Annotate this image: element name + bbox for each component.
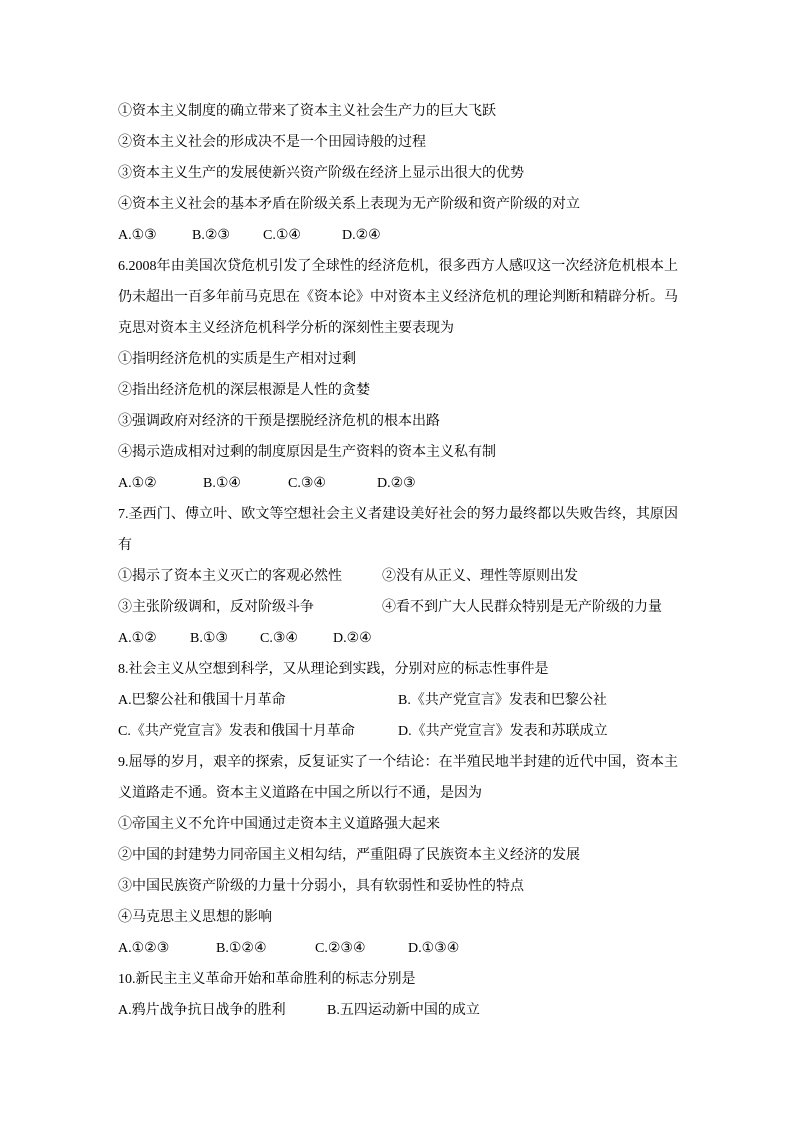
choice-option-d: D.②③: [377, 476, 416, 491]
question-stem-line: 有: [118, 538, 132, 553]
question-7: [118, 499, 678, 654]
question-6: [118, 251, 678, 499]
question-item: ②中国的封建势力同帝国主义相勾结，严重阻碍了民族资本主义经济的发展: [118, 848, 580, 863]
question-item: ①帝国主义不允许中国通过走资本主义道路强大起来: [118, 817, 440, 832]
question-stem-line: 9.屈辱的岁月，艰辛的探索，反复证实了一个结论：在半殖民地半封建的近代中国，资本主: [118, 755, 678, 770]
question-item: ③强调政府对经济的干预是摆脱经济危机的根本出路: [118, 414, 440, 429]
choice-option-d: D.②④: [342, 228, 381, 243]
question-item: ③主张阶级调和，反对阶级斗争: [118, 600, 314, 615]
question-item: ④马克思主义思想的影响: [118, 910, 272, 925]
choice-option-c: C.《共产党宣言》发表和俄国十月革命: [118, 724, 355, 739]
exam-content: [118, 96, 678, 1026]
question-item: ③资本主义生产的发展使新兴资产阶级在经济上显示出很大的优势: [118, 166, 524, 181]
question-item: ①指明经济危机的实质是生产相对过剩: [118, 352, 356, 367]
choice-option-a: A.鸦片战争抗日战争的胜利: [118, 1003, 286, 1018]
question-stem-line: 7.圣西门、傅立叶、欧文等空想社会主义者建设美好社会的努力最终都以失败告终，其原因: [118, 507, 678, 522]
choice-option-c: C.③④: [288, 476, 326, 491]
choice-option-d: D.①③④: [408, 941, 460, 956]
question-item: ①揭示了资本主义灭亡的客观必然性: [118, 569, 342, 584]
choices-row: [118, 623, 678, 654]
choices-row: [118, 995, 678, 1026]
question-item-row: [118, 561, 678, 592]
choice-option-a: A.①②: [118, 631, 157, 646]
question-item: ②资本主义社会的形成决不是一个田园诗般的过程: [118, 135, 426, 150]
question-9: [118, 747, 678, 964]
choice-option-b: B.《共产党宣言》发表和巴黎公社: [398, 693, 607, 708]
choice-option-a: A.①②③: [118, 941, 170, 956]
choice-option-b: B.②③: [192, 228, 230, 243]
choice-option-c: C.②③④: [315, 941, 366, 956]
question-item: ③中国民族资产阶级的力量十分弱小，具有软弱性和妥协性的特点: [118, 879, 524, 894]
choice-option-d: D.《共产党宣言》发表和苏联成立: [398, 724, 608, 739]
question-8: [118, 654, 678, 747]
choice-option-b: B.①③: [190, 631, 228, 646]
choices-row: [118, 716, 678, 747]
question-item: ④看不到广大人民群众特别是无产阶级的力量: [382, 600, 662, 615]
choices-row: [118, 468, 678, 499]
question-stem-line: 6.2008年由美国次贷危机引发了全球性的经济危机，很多西方人感叹这一次经济危机根本上: [118, 259, 678, 274]
question-stem-line: 8.社会主义从空想到科学，又从理论到实践，分别对应的标志性事件是: [118, 662, 549, 677]
choices-row: [118, 220, 678, 251]
choices-row: [118, 933, 678, 964]
question-item: ①资本主义制度的确立带来了资本主义社会生产力的巨大飞跃: [118, 104, 496, 119]
question-item: ④资本主义社会的基本矛盾在阶级关系上表现为无产阶级和资产阶级的对立: [118, 197, 580, 212]
question-stem-line: 仍未超出一百多年前马克思在《资本论》中对资本主义经济危机的理论判断和精辟分析。马: [118, 290, 678, 305]
question-stem-line: 克思对资本主义经济危机科学分析的深刻性主要表现为: [118, 321, 454, 336]
choices-row: [118, 685, 678, 716]
question-item: ②没有从正义、理性等原则出发: [382, 569, 578, 584]
question-stem-line: 义道路走不通。资本主义道路在中国之所以行不通，是因为: [118, 786, 482, 801]
question-stem-line: 10.新民主主义革命开始和革命胜利的标志分别是: [118, 972, 416, 987]
choice-option-b: B.五四运动新中国的成立: [327, 1003, 480, 1018]
question-item: ④揭示造成相对过剩的制度原因是生产资料的资本主义私有制: [118, 445, 496, 460]
choice-option-b: B.①②④: [216, 941, 267, 956]
choice-option-a: A.①③: [118, 228, 157, 243]
choice-option-c: C.①④: [263, 228, 301, 243]
choice-option-d: D.②④: [333, 631, 372, 646]
question-10: [118, 964, 678, 1026]
choice-option-a: A.巴黎公社和俄国十月革命: [118, 693, 286, 708]
choice-option-b: B.①④: [203, 476, 241, 491]
question-5-fragment: [118, 96, 678, 251]
question-item-row: [118, 592, 678, 623]
question-item: ②指出经济危机的深层根源是人性的贪婪: [118, 383, 370, 398]
choice-option-a: A.①②: [118, 476, 157, 491]
choice-option-c: C.③④: [260, 631, 298, 646]
